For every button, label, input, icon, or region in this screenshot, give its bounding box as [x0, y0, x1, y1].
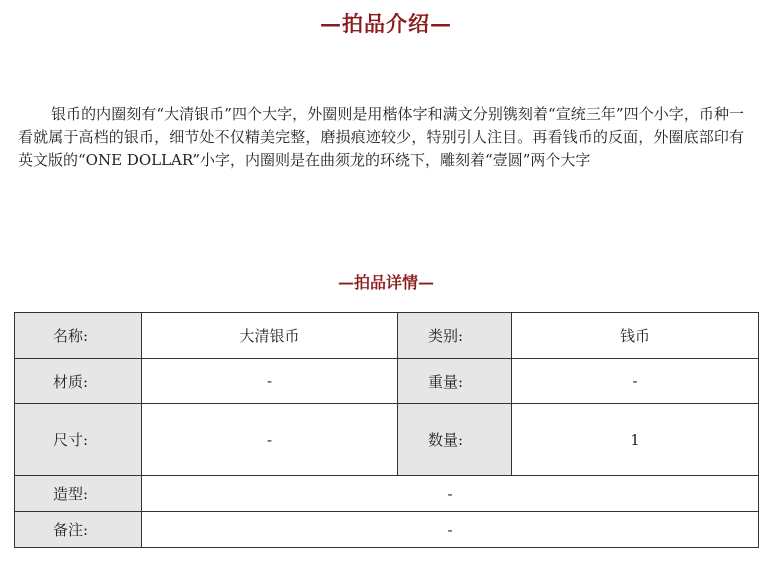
remark-value: - — [142, 512, 759, 548]
material-value: - — [142, 359, 398, 404]
table-row — [15, 359, 759, 404]
name-label: 名称: — [15, 313, 142, 359]
table-row — [15, 313, 759, 359]
shape-label: 造型: — [15, 476, 142, 512]
category-label: 类别: — [398, 313, 512, 359]
intro-paragraph: 银币的内圈刻有“大清银币”四个大字，外圈则是用楷体字和满文分别镌刻着“宣统三年”四个小字，币种一看就属于高档的银币，细节处不仅精美完整，磨损痕迹较少，特别引人注目。再看钱币的反面，外圈底部印有英文版的“ONE DOLLAR”小字，内圈则是在曲须龙的环绕下，雕刻着“壹圆”两个大字 — [18, 105, 744, 169]
size-value: - — [142, 404, 398, 476]
name-value: 大清银币 — [142, 313, 398, 359]
weight-label: 重量: — [398, 359, 512, 404]
details-table — [14, 312, 759, 548]
weight-value: - — [512, 359, 759, 404]
table-row — [15, 512, 759, 548]
page-title: —拍品介绍— — [320, 11, 452, 36]
details-title: —拍品详情— — [337, 273, 434, 292]
table-row — [15, 476, 759, 512]
material-label: 材质: — [15, 359, 142, 404]
shape-value: - — [142, 476, 759, 512]
remark-label: 备注: — [15, 512, 142, 548]
size-label: 尺寸: — [15, 404, 142, 476]
quantity-label: 数量: — [398, 404, 512, 476]
category-value: 钱币 — [512, 313, 759, 359]
table-row — [15, 404, 759, 476]
quantity-value: 1 — [512, 404, 759, 476]
